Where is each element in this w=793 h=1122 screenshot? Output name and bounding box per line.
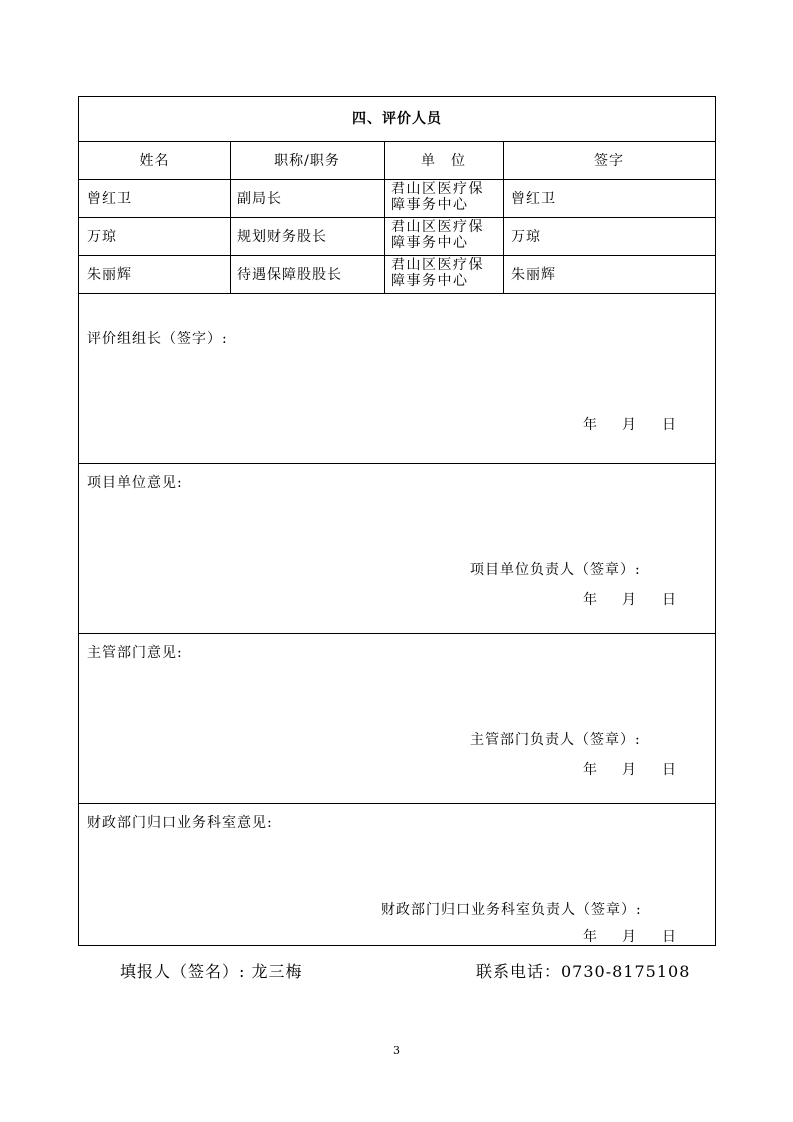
filler-signature: 填报人（签名）: 龙三梅 bbox=[120, 962, 303, 981]
divider bbox=[79, 463, 715, 464]
row-title: 规划财务股长 bbox=[237, 229, 327, 245]
divider bbox=[79, 803, 715, 804]
row-unit: 君山区医疗保障事务中心 bbox=[391, 181, 484, 213]
year-label: 年 bbox=[583, 929, 598, 945]
row-title: 待遇保障股股长 bbox=[237, 267, 342, 283]
divider bbox=[79, 179, 715, 180]
department-signer-label: 主管部门负责人（签章）: bbox=[470, 732, 641, 748]
month-label: 月 bbox=[622, 417, 637, 433]
month-label: 月 bbox=[622, 762, 637, 778]
leader-date bbox=[79, 417, 715, 433]
finance-opinion-label: 财政部门归口业务科室意见: bbox=[87, 815, 273, 831]
department-date bbox=[79, 762, 715, 778]
row-unit: 君山区医疗保障事务中心 bbox=[391, 257, 484, 289]
header-name: 姓名 bbox=[139, 153, 170, 169]
contact-phone: 联系电话：0730-8175108 bbox=[476, 962, 691, 981]
header-title: 职称/职务 bbox=[274, 153, 340, 169]
row-name: 朱丽辉 bbox=[87, 267, 132, 283]
divider bbox=[79, 255, 715, 256]
row-unit: 君山区医疗保障事务中心 bbox=[391, 219, 484, 251]
project-unit-date bbox=[79, 592, 715, 608]
project-unit-opinion-label: 项目单位意见: bbox=[87, 475, 183, 491]
day-label: 日 bbox=[662, 417, 677, 433]
header-unit: 单 位 bbox=[421, 153, 466, 169]
day-label: 日 bbox=[662, 762, 677, 778]
month-label: 月 bbox=[622, 929, 637, 945]
year-label: 年 bbox=[583, 592, 598, 608]
row-signature: 朱丽辉 bbox=[511, 267, 556, 283]
section-title: 四、评价人员 bbox=[352, 111, 442, 127]
divider bbox=[79, 633, 715, 634]
finance-signer-label: 财政部门归口业务科室负责人（签章）: bbox=[381, 902, 642, 918]
row-signature: 曾红卫 bbox=[511, 191, 556, 207]
day-label: 日 bbox=[662, 592, 677, 608]
header-signature: 签字 bbox=[594, 153, 624, 169]
row-name: 万琼 bbox=[87, 229, 117, 245]
page-number: 3 bbox=[393, 1044, 400, 1057]
year-label: 年 bbox=[583, 762, 598, 778]
row-name: 曾红卫 bbox=[87, 191, 132, 207]
finance-date bbox=[79, 929, 715, 945]
row-signature: 万琼 bbox=[511, 229, 541, 245]
row-title: 副局长 bbox=[237, 191, 282, 207]
project-unit-signer-label: 项目单位负责人（签章）: bbox=[470, 562, 641, 578]
month-label: 月 bbox=[622, 592, 637, 608]
day-label: 日 bbox=[662, 929, 677, 945]
department-opinion-label: 主管部门意见: bbox=[87, 645, 183, 661]
divider bbox=[79, 293, 715, 294]
leader-signature-label: 评价组组长（签字）: bbox=[87, 331, 228, 347]
evaluation-table bbox=[78, 96, 716, 946]
year-label: 年 bbox=[583, 417, 598, 433]
divider bbox=[79, 217, 715, 218]
divider bbox=[79, 141, 715, 142]
